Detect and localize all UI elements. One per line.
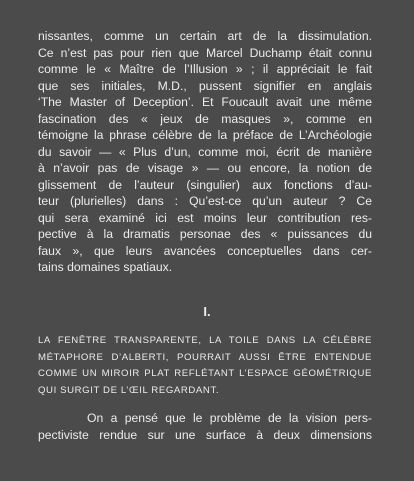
section-heading: I. [203,304,211,319]
lead-line: LA FENÊTRE TRANSPARENTE, LA TOILE DANS LA CÉLÈBRE [38,335,372,346]
lead-line: COMME UN MIROIR PLAT REFLÉTANT L’ESPACE GÉOMÉTRIQUE [38,368,372,379]
text-line: nissantes, comme un certain art de la dissimulation. [38,29,372,43]
body-paragraph [38,28,372,276]
text-line: faux », que leurs avancées conceptuelles dans cer- [38,243,372,258]
text-line: pective à la dramatis personae des « puissances du [38,227,372,241]
text-line: du savoir — « Plus d’un, comme moi, écrit de manière [38,144,372,159]
text-line: que ses initiales, M.D., pussent signifier en anglais [38,78,372,93]
text-line: tains domaines spatiaux. [38,260,173,274]
text-line: fascination des « jeux de masques », comme en [38,111,372,126]
text-line: comme le « Maître de l’Illusion » ; il appréciait le fait [38,62,372,76]
text-line: qui sera examiné ici est moins leur contribution res- [38,210,372,225]
text-line: pectiviste rendue sur une surface à deux dimensions [38,427,372,442]
text-line: à n’avoir pas de visage » — ou encore, la notion de [38,161,372,175]
text-line: Ce n’est pas pour rien que Marcel Duchamp était connu [38,45,372,60]
text-line: On a pensé que le problème de la vision pers- [87,411,372,425]
body-paragraph [38,410,372,443]
text-line: glissement de l’auteur (singulier) aux fonctions d’au- [38,177,372,192]
lead-line: MÉTAPHORE D’ALBERTI, POURRAIT AUSSI ÊTRE ENTENDUE [38,351,372,363]
text-line: ‘The Master of Deception’. Et Foucault avait une même [38,95,372,109]
section-lead [38,333,372,399]
lead-line: QUI SURGIT DE L’ŒIL REGARDANT. [38,384,220,396]
text-line: témoigne la phrase célèbre de la préface de L’Archéologie [38,128,372,142]
text-line: teur (plurielles) dans : Qu’est-ce qu’un auteur ? Ce [38,194,372,208]
